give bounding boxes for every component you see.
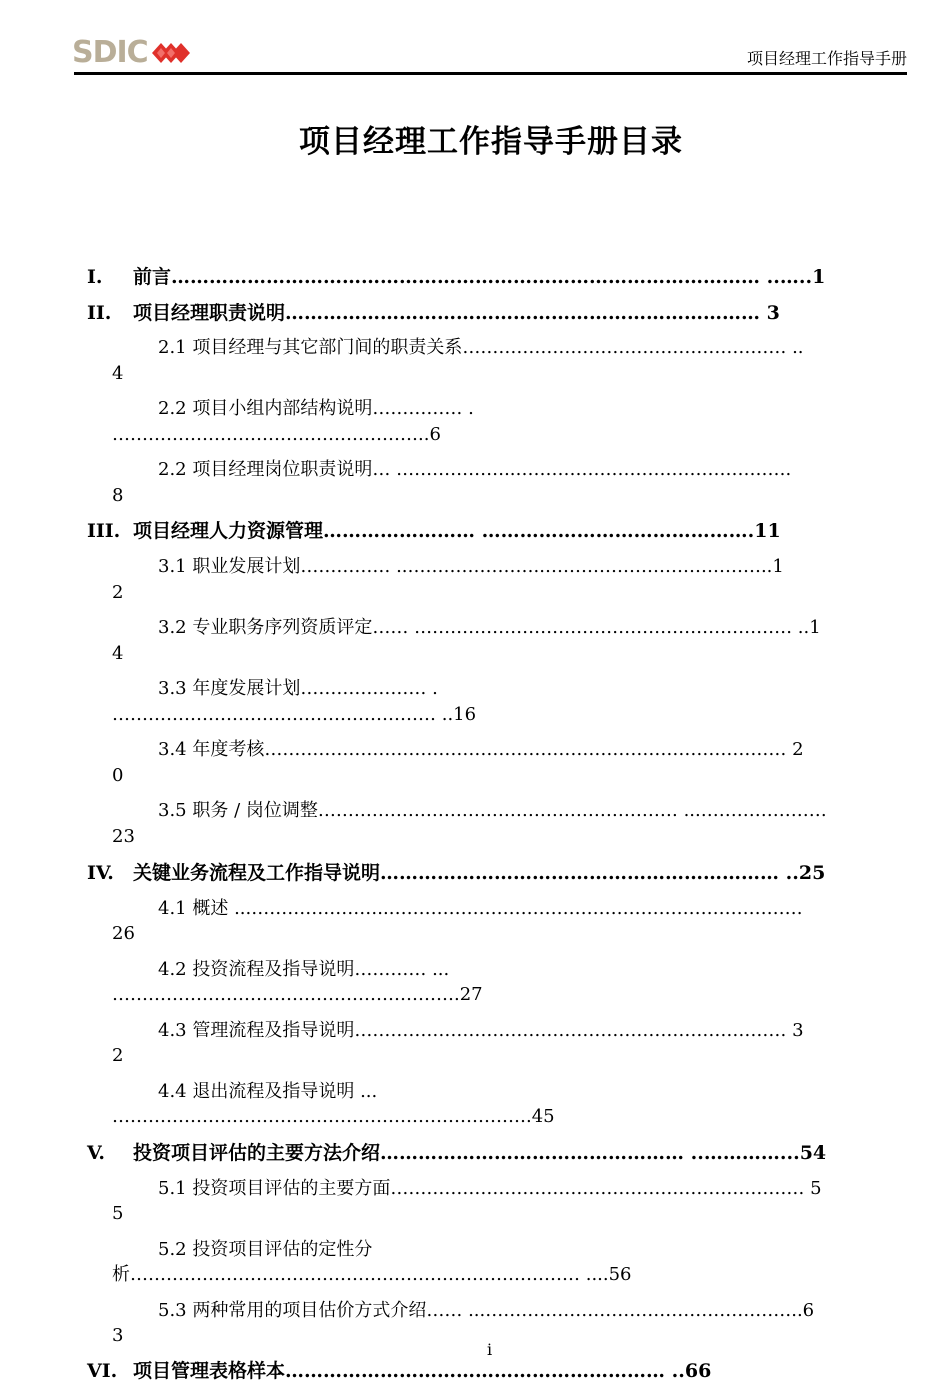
toc-entry-4-3-page: 2 (112, 1045, 124, 1066)
toc-entry-2-2: 2.2 项目小组内部结构说明…………… . (158, 398, 474, 419)
toc-entry-5 (87, 1140, 826, 1166)
logo-diamonds-icon (150, 38, 194, 68)
toc-entry-4-4: 4.4 退出流程及指导说明 ... (158, 1081, 378, 1102)
toc-entry-3-2-page: 4 (112, 643, 124, 664)
toc-entry-2-1-page: 4 (112, 363, 124, 384)
toc-text: 项目经理职责说明………………………………………………………………… 3 (133, 302, 780, 324)
toc-entry-4-4-page: …………………………………………………………….45 (112, 1106, 555, 1127)
toc-entry-3-2: 3.2 专业职务序列资质评定…… ……………………………………………………… ..1 (158, 617, 821, 638)
toc-entry-4-2-page: ………………………………………………….27 (112, 984, 483, 1005)
toc-number: I. (87, 266, 103, 288)
toc-entry-2-2-page: ……………………………………………..6 (112, 424, 441, 445)
toc-entry-3-1-page: 2 (112, 582, 124, 603)
toc-entry-4-1-page: 26 (112, 923, 135, 944)
toc-entry-5-3: 5.3 两种常用的项目估价方式介绍…… ...……………………………………………..6 (158, 1300, 815, 1321)
toc-entry-5-2: 5.2 投资项目评估的定性分 (158, 1239, 373, 1260)
toc-entry-4-2: 4.2 投资流程及指导说明………… ... (158, 959, 450, 980)
toc-entry-4 (87, 860, 825, 886)
toc-entry-5-1-page: 5 (112, 1203, 124, 1224)
toc-text: 项目经理人力资源管理…………………… …………………………………….11 (133, 520, 781, 542)
toc-entry-3-1: 3.1 职业发展计划…………… ..…………………..………………………………..1 (158, 556, 784, 577)
toc-entry-2-3-page: 8 (112, 485, 124, 506)
toc-text: 前言………………………………………………………………………………… ..…..1 (133, 266, 826, 288)
toc-entry-3-5-page: 23 (112, 826, 135, 847)
toc-entry-3 (87, 518, 781, 544)
toc-entry-2-1: 2.1 项目经理与其它部门间的职责关系……………………………………………… .. (158, 337, 804, 358)
page-number: i (487, 1340, 493, 1359)
toc-entry-4-3: 4.3 管理流程及指导说明……………………………………………………………… 3 (158, 1020, 804, 1041)
toc-number: II. (87, 302, 112, 324)
toc-entry-5-3-page: 3 (112, 1325, 124, 1346)
toc-text: 关键业务流程及工作指导说明……………………………………………………… ..25 (133, 862, 826, 884)
toc-number: VI. (87, 1360, 118, 1382)
toc-entry-3-4-page: 0 (112, 765, 124, 786)
header-divider (74, 72, 907, 75)
toc-entry-5-2-page: 析………………………………………………………………… ....56 (112, 1264, 632, 1285)
toc-entry-4-1: 4.1 概述 ...…………………..…………………………………………………………… (158, 898, 803, 919)
toc-entry-6 (87, 1358, 711, 1384)
toc-entry-3-4: 3.4 年度考核…………………………………………………………………………… 2 (158, 739, 804, 760)
toc-entry-3-3: 3.3 年度发展计划………………… . (158, 678, 438, 699)
toc-text: 项目管理表格样本…………………………………………………… ..66 (133, 1360, 712, 1382)
toc-entry-2-3: 2.2 项目经理岗位职责说明… ………………..………………………………………. (158, 459, 792, 480)
toc-entry-5-1: 5.1 投资项目评估的主要方面…………………………………………………………… 5 (158, 1178, 822, 1199)
toc-entry-2 (87, 300, 780, 326)
toc-number: V. (87, 1142, 106, 1164)
header-title: 项目经理工作指导手册 (746, 49, 907, 68)
toc-number: IV. (87, 862, 114, 884)
sdic-logo (72, 36, 194, 70)
toc-text: 投资项目评估的主要方法介绍………………………………………… ..…………...54 (133, 1142, 827, 1164)
toc-entry-1 (87, 264, 825, 290)
logo-text: SDIC (72, 35, 148, 70)
toc-entry-3-3-page: ……………………………………………… ..16 (112, 704, 477, 725)
toc-number: III. (87, 520, 121, 542)
document-title: 项目经理工作指导手册目录 (299, 124, 683, 160)
toc-entry-3-5: 3.5 职务 / 岗位调整…………………………………………………… ...………………… (158, 800, 827, 821)
